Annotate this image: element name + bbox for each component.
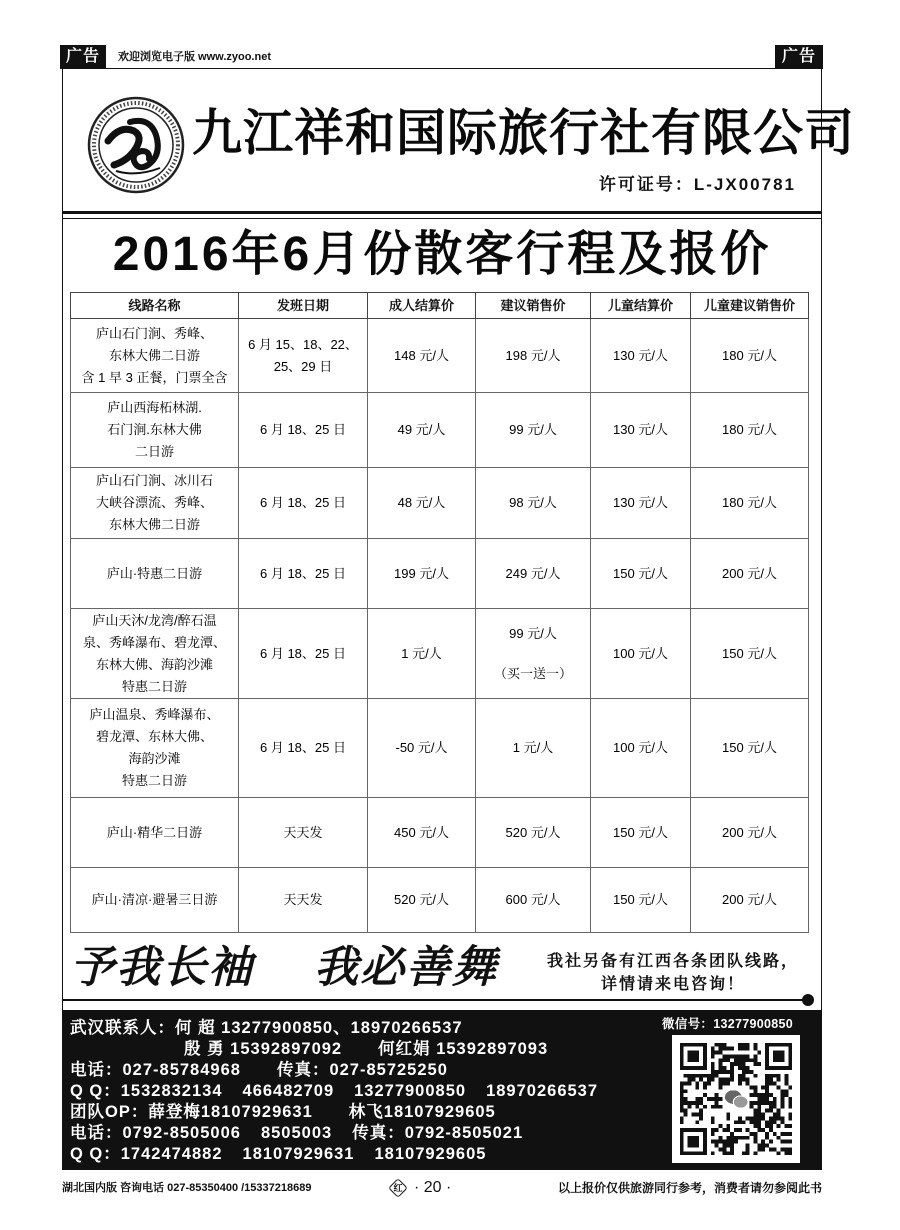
price-table <box>70 292 809 933</box>
calligraphy-slogan <box>70 940 498 996</box>
cell-text: 150 元/人 <box>613 892 668 907</box>
cell-text: 150 元/人 <box>613 824 668 840</box>
company-logo <box>86 95 186 195</box>
contact-text: 何红娟 15392897093 <box>378 1040 549 1058</box>
cell-text: 200 元/人 <box>722 565 777 581</box>
cell-text: 碧龙潭、东林大佛、 <box>95 729 213 744</box>
page-title: 2016年6月份散客行程及报价 <box>112 228 772 281</box>
contact-text: 林飞18107929605 <box>348 1103 496 1121</box>
cell-text: 6 月 18、25 日 <box>260 495 346 510</box>
column-header-adult-price: 成人结算价 <box>368 293 476 319</box>
cell-text: 180 元/人 <box>722 422 777 437</box>
cell-text: 150 元/人 <box>722 740 777 755</box>
ad-tag-left: 广告 <box>60 45 106 69</box>
contact-line <box>70 1018 598 1039</box>
cell-text: 6 月 18、25 日 <box>260 740 346 755</box>
cell-text: 6 月 15、18、22、 <box>248 336 358 352</box>
child-suggested-price-cell <box>691 468 809 539</box>
route-name-cell <box>71 798 239 868</box>
departure-dates-cell <box>239 868 368 933</box>
cell-text: 130 元/人 <box>613 347 668 363</box>
column-header-child-price: 儿童结算价 <box>591 293 691 319</box>
logo-icon <box>86 95 186 195</box>
contact-text: 18107929631 <box>242 1145 355 1163</box>
footer-disclaimer: 以上报价仅供旅游同行参考，消费者请勿参阅此书 <box>557 1181 822 1195</box>
license-number: 许可证号：L-JX00781 <box>598 175 796 194</box>
contact-block <box>62 1010 822 1170</box>
cell-text: 庐山·精华二日游 <box>106 824 203 840</box>
column-header-child-suggested-price: 儿童建议销售价 <box>691 293 809 319</box>
cell-text: （买一送一） <box>493 665 572 681</box>
adult-price-cell <box>368 868 476 933</box>
contact-lines <box>70 1018 598 1165</box>
suggested-price-cell <box>476 539 591 609</box>
contact-line <box>70 1102 598 1123</box>
child-price-cell <box>591 319 691 393</box>
contact-line <box>70 1039 598 1060</box>
cell-text: 1 元/人 <box>512 740 554 755</box>
table-body <box>71 319 809 933</box>
adult-price-cell <box>368 699 476 798</box>
route-name-cell <box>71 868 239 933</box>
company-name: 九江祥和国际旅行社有限公司 <box>192 105 855 161</box>
departure-dates-cell <box>239 319 368 393</box>
departure-dates-cell <box>239 798 368 868</box>
cell-text: 东林大佛二日游 <box>108 517 200 532</box>
table-head <box>71 293 809 319</box>
child-suggested-price-cell <box>691 868 809 933</box>
departure-dates-cell <box>239 468 368 539</box>
cell-text: 石门涧.东林大佛 <box>107 422 202 437</box>
departure-dates-cell <box>239 699 368 798</box>
cell-text: 180 元/人 <box>722 347 777 363</box>
contact-text: 团队OP：薛登梅18107929631 <box>70 1103 313 1121</box>
suggested-price-cell <box>476 868 591 933</box>
child-price-cell <box>591 609 691 699</box>
route-name-cell <box>71 699 239 798</box>
table-header-row <box>71 293 809 319</box>
cell-text: 特惠二日游 <box>121 773 187 788</box>
route-name-cell <box>71 319 239 393</box>
group-tour-note <box>528 950 818 996</box>
cell-text: 99 元/人 <box>509 625 557 641</box>
suggested-price-cell <box>476 798 591 868</box>
cell-text: 庐山石门涧、秀峰、 <box>95 325 213 341</box>
suggested-price-cell <box>476 699 591 798</box>
child-suggested-price-cell <box>691 798 809 868</box>
child-suggested-price-cell <box>691 319 809 393</box>
child-suggested-price-cell <box>691 699 809 798</box>
cell-text: 东林大佛、海韵沙滩 <box>95 656 213 672</box>
cell-text: 130 元/人 <box>613 495 668 510</box>
child-suggested-price-cell <box>691 393 809 468</box>
footer-badge-icon <box>388 1178 408 1198</box>
route-name-cell <box>71 609 239 699</box>
cell-text: 198 元/人 <box>505 347 561 363</box>
cell-text: 100 元/人 <box>613 740 668 755</box>
cell-text: 泉、秀峰瀑布、碧龙潭、 <box>82 634 226 650</box>
table-row <box>71 699 809 798</box>
suggested-price-cell <box>476 393 591 468</box>
cell-text: 含 1 早 3 正餐，门票全含 <box>81 369 228 385</box>
contact-text: 电话：0792-8505006 <box>70 1124 241 1142</box>
contact-text: 殷 勇 15392897092 <box>184 1040 343 1058</box>
cell-text: 庐山·特惠二日游 <box>106 565 203 581</box>
cell-text: 148 元/人 <box>394 347 449 363</box>
contact-text: 8505003 <box>260 1124 333 1142</box>
cell-text: 海韵沙滩 <box>128 751 181 766</box>
wechat-id: 微信号：13277900850 <box>662 1017 793 1031</box>
cell-text: 99 元/人 <box>509 422 557 437</box>
cell-text: 庐山西海柘林湖. <box>107 400 202 415</box>
section-divider <box>62 999 808 1001</box>
cell-text: 98 元/人 <box>509 495 557 510</box>
table-row <box>71 393 809 468</box>
cell-text: 150 元/人 <box>613 565 668 581</box>
cell-text: 249 元/人 <box>505 565 561 581</box>
header-rule-thin <box>62 218 822 219</box>
cell-text: 180 元/人 <box>722 495 777 510</box>
cell-text: 1 元/人 <box>401 645 442 661</box>
note-line: 详情请来电咨询！ <box>600 976 745 993</box>
cell-text: 450 元/人 <box>394 824 449 840</box>
cell-text: 天天发 <box>283 824 323 840</box>
slogan-part: 予我长袖 <box>70 942 254 993</box>
ad-tag-right: 广告 <box>775 45 823 69</box>
adult-price-cell <box>368 798 476 868</box>
contact-line <box>70 1123 598 1144</box>
cell-text: 600 元/人 <box>505 892 561 907</box>
table-row <box>71 798 809 868</box>
table-row <box>71 868 809 933</box>
cell-text: -50 元/人 <box>395 740 448 755</box>
departure-dates-cell <box>239 539 368 609</box>
cell-text: 200 元/人 <box>722 892 777 907</box>
contact-line <box>70 1144 598 1165</box>
column-header-suggested-price: 建议销售价 <box>476 293 591 319</box>
cell-text: 520 元/人 <box>394 892 449 907</box>
cell-text: 25、29 日 <box>273 358 333 374</box>
route-name-cell <box>71 539 239 609</box>
cell-text: 48 元/人 <box>397 495 446 510</box>
departure-dates-cell <box>239 609 368 699</box>
cell-text: 130 元/人 <box>613 422 668 437</box>
cell-text: 天天发 <box>283 892 323 907</box>
cell-text: 49 元/人 <box>397 422 446 437</box>
child-price-cell <box>591 539 691 609</box>
contact-text: Q Q：1742474882 <box>70 1145 223 1163</box>
contact-text: 传真：0792-8505021 <box>352 1124 524 1142</box>
child-price-cell <box>591 868 691 933</box>
adult-price-cell <box>368 468 476 539</box>
departure-dates-cell <box>239 393 368 468</box>
cell-text: 6 月 18、25 日 <box>260 422 346 437</box>
cell-text: 二日游 <box>134 444 174 459</box>
cell-text: 199 元/人 <box>394 565 449 581</box>
site-url-text: 欢迎浏览电子版 www.zyoo.net <box>118 51 271 63</box>
adult-price-cell <box>368 393 476 468</box>
contact-text: 18970266537 <box>486 1082 599 1100</box>
cell-text: 100 元/人 <box>613 645 668 661</box>
column-header-route-name: 线路名称 <box>71 293 239 319</box>
note-line: 我社另备有江西各条团队线路， <box>546 953 799 970</box>
table-row <box>71 468 809 539</box>
adult-price-cell <box>368 539 476 609</box>
child-suggested-price-cell <box>691 609 809 699</box>
route-name-cell <box>71 468 239 539</box>
footer-edition-info: 湖北国内版 咨询电话 027-85350400 /15337218689 <box>62 1182 312 1194</box>
divider-dot-icon <box>802 994 814 1006</box>
qr-code-icon <box>676 1039 796 1159</box>
contact-text: 18107929605 <box>374 1145 487 1163</box>
suggested-price-cell <box>476 609 591 699</box>
contact-text: 电话：027-85784968 <box>70 1061 241 1079</box>
cell-text: 6 月 18、25 日 <box>260 565 346 581</box>
table-row <box>71 609 809 699</box>
cell-text: 庐山·清凉·避暑三日游 <box>91 892 218 907</box>
table-row <box>71 539 809 609</box>
wechat-qr-code <box>672 1035 800 1163</box>
cell-text: 150 元/人 <box>722 645 777 661</box>
route-name-cell <box>71 393 239 468</box>
cell-text: 520 元/人 <box>505 824 561 840</box>
suggested-price-cell <box>476 319 591 393</box>
cell-text: 东林大佛二日游 <box>108 347 200 363</box>
cell-text: 庐山天沐/龙湾/醉石温 <box>92 612 217 628</box>
table-row <box>71 319 809 393</box>
child-suggested-price-cell <box>691 539 809 609</box>
cell-text: 大峡谷漂流、秀峰、 <box>95 495 213 510</box>
contact-text: 传真：027-85725250 <box>276 1061 448 1079</box>
page-number: · 20 · <box>414 1179 452 1196</box>
slogan-part: 我必善舞 <box>314 942 498 993</box>
badge-text: 红 <box>393 1183 403 1193</box>
adult-price-cell <box>368 319 476 393</box>
child-price-cell <box>591 468 691 539</box>
cell-text: 特惠二日游 <box>121 678 187 694</box>
adult-price-cell <box>368 609 476 699</box>
cell-text: 庐山石门涧、冰川石 <box>95 473 213 488</box>
cell-text: 200 元/人 <box>722 824 777 840</box>
header-rule-thick <box>62 211 822 214</box>
contact-text: 武汉联系人：何 超 13277900850、18970266537 <box>70 1019 463 1037</box>
child-price-cell <box>591 699 691 798</box>
contact-line <box>70 1060 598 1081</box>
cell-text: 6 月 18、25 日 <box>260 645 346 661</box>
column-header-departure-dates: 发班日期 <box>239 293 368 319</box>
contact-text: Q Q：1532832134 <box>70 1082 223 1100</box>
child-price-cell <box>591 393 691 468</box>
contact-text: 466482709 <box>242 1082 335 1100</box>
contact-line <box>70 1081 598 1102</box>
cell-text: 庐山温泉、秀峰瀑布、 <box>89 707 220 722</box>
contact-text: 13277900850 <box>354 1082 467 1100</box>
child-price-cell <box>591 798 691 868</box>
suggested-price-cell <box>476 468 591 539</box>
